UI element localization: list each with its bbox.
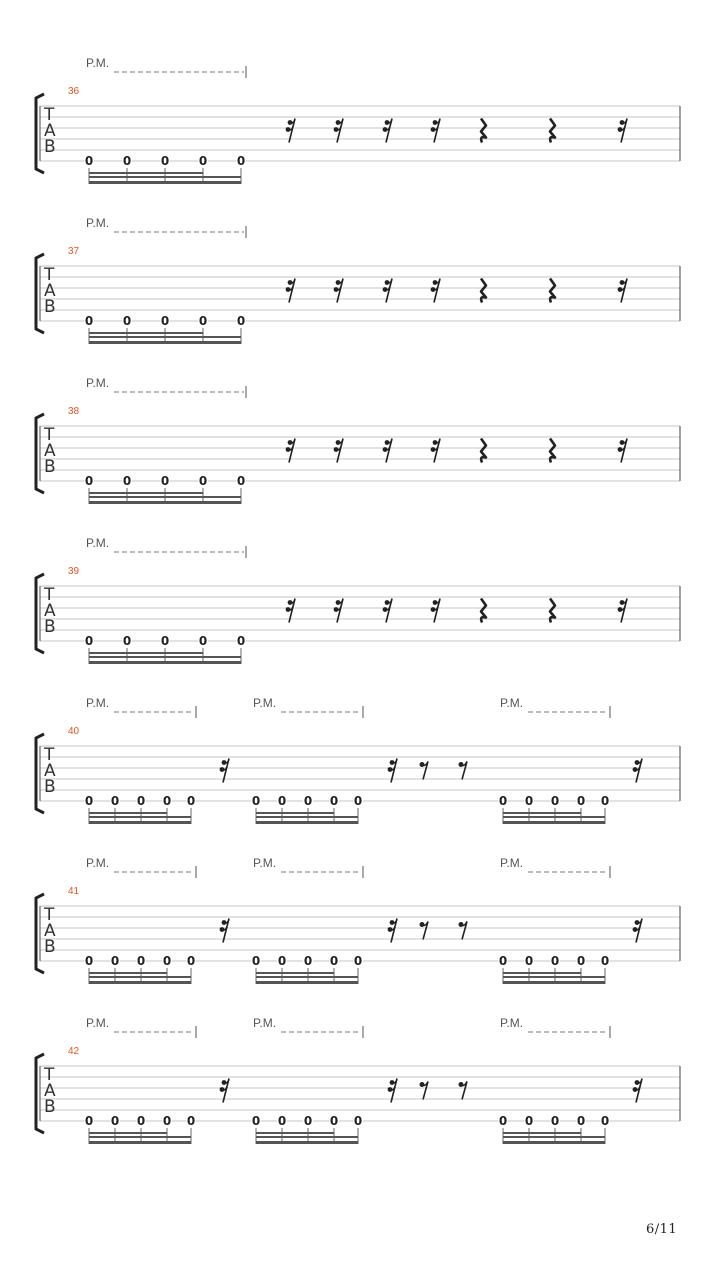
beam-middle bbox=[256, 976, 358, 978]
fret-number: 0 bbox=[136, 794, 146, 808]
fret-number: 0 bbox=[498, 954, 508, 968]
fret-number: 0 bbox=[84, 154, 94, 168]
fret-number: 0 bbox=[186, 794, 196, 808]
tab-clef-letter: A bbox=[44, 281, 56, 301]
measure-number: 38 bbox=[68, 406, 80, 417]
palm-mute-label: P.M. bbox=[86, 216, 110, 230]
fret-number: 0 bbox=[122, 314, 132, 328]
fret-number: 0 bbox=[84, 954, 94, 968]
tab-clef-letter: B bbox=[44, 457, 56, 477]
fret-number: 0 bbox=[600, 794, 610, 808]
fret-number: 0 bbox=[84, 1114, 94, 1128]
fret-number: 0 bbox=[277, 1114, 287, 1128]
fret-number: 0 bbox=[576, 794, 586, 808]
tab-clef-letter: T bbox=[44, 105, 55, 125]
fret-number: 0 bbox=[524, 954, 534, 968]
beam-middle bbox=[503, 976, 605, 978]
tab-system bbox=[36, 1016, 680, 1144]
fret-number: 0 bbox=[236, 314, 246, 328]
tab-system bbox=[36, 856, 680, 984]
fret-number: 0 bbox=[303, 1114, 313, 1128]
measure-number: 37 bbox=[68, 246, 80, 257]
tab-clef-letter: B bbox=[44, 137, 56, 157]
beam-outer bbox=[89, 181, 241, 184]
tab-clef-letter: T bbox=[44, 585, 55, 605]
tab-clef-letter: T bbox=[44, 265, 55, 285]
palm-mute-label: P.M. bbox=[253, 1016, 277, 1030]
beam-outer bbox=[503, 821, 605, 824]
beam-outer bbox=[89, 341, 241, 344]
fret-number: 0 bbox=[251, 954, 261, 968]
palm-mute-label: P.M. bbox=[253, 696, 277, 710]
tab-clef-letter: A bbox=[44, 121, 56, 141]
beam-inner bbox=[89, 332, 203, 334]
fret-number: 0 bbox=[236, 474, 246, 488]
palm-mute-label: P.M. bbox=[86, 56, 110, 70]
tab-clef-letter: A bbox=[44, 601, 56, 621]
fret-number: 0 bbox=[110, 954, 120, 968]
fret-number: 0 bbox=[186, 954, 196, 968]
measure-number: 40 bbox=[68, 726, 80, 737]
beam-middle bbox=[503, 1136, 605, 1138]
tab-clef-letter: B bbox=[44, 617, 56, 637]
fret-number: 0 bbox=[329, 1114, 339, 1128]
beam-outer bbox=[503, 1141, 605, 1144]
eighth-rest bbox=[420, 762, 429, 780]
beam-inner bbox=[89, 492, 203, 494]
fret-number: 0 bbox=[84, 794, 94, 808]
eighth-rest bbox=[459, 1082, 468, 1100]
beam-inner bbox=[256, 972, 334, 974]
fret-number: 0 bbox=[110, 1114, 120, 1128]
fret-number: 0 bbox=[162, 794, 172, 808]
beam-outer bbox=[503, 981, 605, 984]
tab-system bbox=[36, 536, 680, 664]
fret-number: 0 bbox=[524, 1114, 534, 1128]
fret-number: 0 bbox=[198, 634, 208, 648]
fret-number: 0 bbox=[303, 794, 313, 808]
tab-clef-letter: B bbox=[44, 297, 56, 317]
eighth-rest bbox=[420, 922, 429, 940]
page-number: 6/11 bbox=[646, 1222, 678, 1237]
palm-mute-label: P.M. bbox=[86, 1016, 110, 1030]
tab-system bbox=[36, 216, 680, 344]
beam-middle bbox=[89, 976, 191, 978]
measure-number: 39 bbox=[68, 566, 80, 577]
fret-number: 0 bbox=[498, 794, 508, 808]
measure-number: 41 bbox=[68, 886, 80, 897]
beam-inner bbox=[89, 1132, 167, 1134]
fret-number: 0 bbox=[498, 1114, 508, 1128]
fret-number: 0 bbox=[550, 1114, 560, 1128]
fret-number: 0 bbox=[550, 794, 560, 808]
beam-middle bbox=[89, 816, 191, 818]
fret-number: 0 bbox=[198, 474, 208, 488]
beam-middle bbox=[256, 1136, 358, 1138]
beam-middle bbox=[503, 816, 605, 818]
eighth-rest bbox=[459, 922, 468, 940]
fret-number: 0 bbox=[576, 954, 586, 968]
palm-mute-label: P.M. bbox=[86, 696, 110, 710]
fret-number: 0 bbox=[84, 634, 94, 648]
fret-number: 0 bbox=[277, 954, 287, 968]
beam-middle bbox=[256, 816, 358, 818]
fret-number: 0 bbox=[136, 1114, 146, 1128]
fret-number: 0 bbox=[353, 1114, 363, 1128]
fret-number: 0 bbox=[160, 474, 170, 488]
tab-clef-letter: T bbox=[44, 1065, 55, 1085]
eighth-rest bbox=[420, 1082, 429, 1100]
tab-system bbox=[36, 696, 680, 824]
tab-clef-letter: B bbox=[44, 777, 56, 797]
fret-number: 0 bbox=[329, 794, 339, 808]
eighth-rest bbox=[459, 762, 468, 780]
beam-middle bbox=[89, 1136, 191, 1138]
fret-number: 0 bbox=[277, 794, 287, 808]
tab-system bbox=[36, 56, 680, 184]
beam-outer bbox=[89, 981, 191, 984]
fret-number: 0 bbox=[198, 314, 208, 328]
beam-inner bbox=[89, 972, 167, 974]
fret-number: 0 bbox=[162, 1114, 172, 1128]
fret-number: 0 bbox=[160, 634, 170, 648]
beam-inner bbox=[256, 1132, 334, 1134]
fret-number: 0 bbox=[251, 794, 261, 808]
fret-number: 0 bbox=[160, 314, 170, 328]
beam-outer bbox=[256, 821, 358, 824]
beam-outer bbox=[256, 1141, 358, 1144]
fret-number: 0 bbox=[236, 634, 246, 648]
beam-outer bbox=[89, 661, 241, 664]
tab-clef-letter: T bbox=[44, 745, 55, 765]
beam-middle bbox=[89, 336, 241, 338]
fret-number: 0 bbox=[136, 954, 146, 968]
fret-number: 0 bbox=[236, 154, 246, 168]
fret-number: 0 bbox=[576, 1114, 586, 1128]
fret-number: 0 bbox=[353, 954, 363, 968]
tab-system bbox=[36, 376, 680, 504]
fret-number: 0 bbox=[160, 154, 170, 168]
beam-inner bbox=[503, 1132, 581, 1134]
fret-number: 0 bbox=[122, 154, 132, 168]
beam-inner bbox=[503, 972, 581, 974]
beam-middle bbox=[89, 656, 241, 658]
beam-inner bbox=[89, 812, 167, 814]
beam-middle bbox=[89, 496, 241, 498]
beam-inner bbox=[256, 812, 334, 814]
beam-inner bbox=[503, 812, 581, 814]
tab-clef-letter: A bbox=[44, 761, 56, 781]
measure-number: 36 bbox=[68, 86, 80, 97]
tab-clef-letter: A bbox=[44, 1081, 56, 1101]
beam-middle bbox=[89, 176, 241, 178]
fret-number: 0 bbox=[600, 1114, 610, 1128]
fret-number: 0 bbox=[110, 794, 120, 808]
fret-number: 0 bbox=[162, 954, 172, 968]
fret-number: 0 bbox=[353, 794, 363, 808]
tab-clef-letter: B bbox=[44, 937, 56, 957]
fret-number: 0 bbox=[122, 634, 132, 648]
measure-number: 42 bbox=[68, 1046, 80, 1057]
fret-number: 0 bbox=[550, 954, 560, 968]
palm-mute-label: P.M. bbox=[500, 1016, 524, 1030]
beam-outer bbox=[89, 501, 241, 504]
fret-number: 0 bbox=[186, 1114, 196, 1128]
fret-number: 0 bbox=[524, 794, 534, 808]
tab-clef-letter: B bbox=[44, 1097, 56, 1117]
palm-mute-label: P.M. bbox=[86, 376, 110, 390]
beam-outer bbox=[89, 821, 191, 824]
fret-number: 0 bbox=[600, 954, 610, 968]
tab-clef-letter: A bbox=[44, 441, 56, 461]
beam-outer bbox=[89, 1141, 191, 1144]
tab-clef-letter: A bbox=[44, 921, 56, 941]
fret-number: 0 bbox=[84, 314, 94, 328]
palm-mute-label: P.M. bbox=[500, 856, 524, 870]
fret-number: 0 bbox=[84, 474, 94, 488]
palm-mute-label: P.M. bbox=[253, 856, 277, 870]
palm-mute-label: P.M. bbox=[500, 696, 524, 710]
fret-number: 0 bbox=[329, 954, 339, 968]
beam-inner bbox=[89, 172, 203, 174]
palm-mute-label: P.M. bbox=[86, 856, 110, 870]
tab-clef-letter: T bbox=[44, 425, 55, 445]
beam-outer bbox=[256, 981, 358, 984]
tab-clef-letter: T bbox=[44, 905, 55, 925]
palm-mute-label: P.M. bbox=[86, 536, 110, 550]
fret-number: 0 bbox=[303, 954, 313, 968]
beam-inner bbox=[89, 652, 203, 654]
fret-number: 0 bbox=[251, 1114, 261, 1128]
fret-number: 0 bbox=[122, 474, 132, 488]
fret-number: 0 bbox=[198, 154, 208, 168]
